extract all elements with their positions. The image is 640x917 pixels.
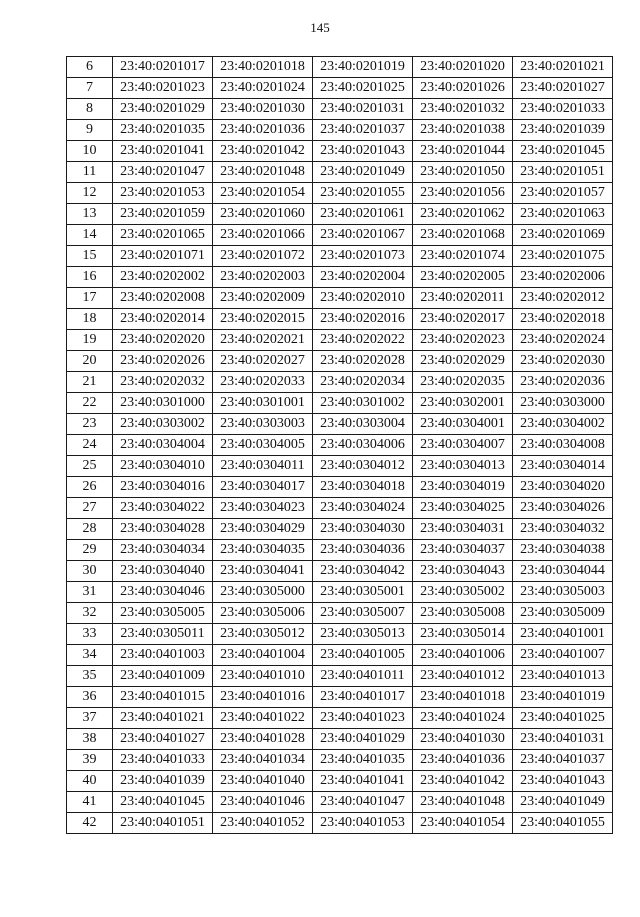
cadastral-number-cell: 23:40:0201075	[513, 246, 613, 267]
cadastral-number-cell: 23:40:0401055	[513, 813, 613, 834]
cadastral-number-cell: 23:40:0401052	[213, 813, 313, 834]
row-number-cell: 25	[67, 456, 113, 477]
cadastral-number-cell: 23:40:0304020	[513, 477, 613, 498]
cadastral-number-cell: 23:40:0305014	[413, 624, 513, 645]
table-row	[67, 645, 613, 666]
cadastral-number-cell: 23:40:0201047	[113, 162, 213, 183]
cadastral-number-cell: 23:40:0201038	[413, 120, 513, 141]
row-number-cell: 39	[67, 750, 113, 771]
cadastral-number-cell: 23:40:0304042	[313, 561, 413, 582]
cadastral-number-cell: 23:40:0304025	[413, 498, 513, 519]
cadastral-number-cell: 23:40:0401034	[213, 750, 313, 771]
table-row	[67, 141, 613, 162]
cadastral-number-cell: 23:40:0201055	[313, 183, 413, 204]
row-number-cell: 30	[67, 561, 113, 582]
cadastral-number-cell: 23:40:0304035	[213, 540, 313, 561]
cadastral-number-cell: 23:40:0401003	[113, 645, 213, 666]
cadastral-number-cell: 23:40:0305006	[213, 603, 313, 624]
table-row	[67, 99, 613, 120]
cadastral-number-cell: 23:40:0304023	[213, 498, 313, 519]
cadastral-number-cell: 23:40:0202021	[213, 330, 313, 351]
cadastral-number-cell: 23:40:0201063	[513, 204, 613, 225]
cadastral-number-cell: 23:40:0201035	[113, 120, 213, 141]
cadastral-number-cell: 23:40:0201027	[513, 78, 613, 99]
cadastral-number-cell: 23:40:0201049	[313, 162, 413, 183]
table-row	[67, 498, 613, 519]
cadastral-number-cell: 23:40:0304032	[513, 519, 613, 540]
cadastral-number-table	[66, 56, 613, 834]
table-row	[67, 225, 613, 246]
cadastral-number-cell: 23:40:0201020	[413, 57, 513, 78]
cadastral-number-cell: 23:40:0304005	[213, 435, 313, 456]
row-number-cell: 17	[67, 288, 113, 309]
table-row	[67, 624, 613, 645]
table-row	[67, 540, 613, 561]
cadastral-number-cell: 23:40:0202005	[413, 267, 513, 288]
cadastral-number-cell: 23:40:0201044	[413, 141, 513, 162]
row-number-cell: 19	[67, 330, 113, 351]
cadastral-number-cell: 23:40:0401048	[413, 792, 513, 813]
cadastral-number-cell: 23:40:0401025	[513, 708, 613, 729]
cadastral-number-cell: 23:40:0202003	[213, 267, 313, 288]
row-number-cell: 7	[67, 78, 113, 99]
row-number-cell: 14	[67, 225, 113, 246]
table-row	[67, 246, 613, 267]
cadastral-number-cell: 23:40:0401009	[113, 666, 213, 687]
cadastral-number-cell: 23:40:0401010	[213, 666, 313, 687]
cadastral-number-cell: 23:40:0201037	[313, 120, 413, 141]
cadastral-number-cell: 23:40:0401015	[113, 687, 213, 708]
cadastral-number-cell: 23:40:0304013	[413, 456, 513, 477]
cadastral-number-cell: 23:40:0304008	[513, 435, 613, 456]
cadastral-number-cell: 23:40:0304012	[313, 456, 413, 477]
table-row	[67, 750, 613, 771]
table-row	[67, 183, 613, 204]
cadastral-number-cell: 23:40:0202012	[513, 288, 613, 309]
cadastral-number-cell: 23:40:0202015	[213, 309, 313, 330]
cadastral-number-cell: 23:40:0401027	[113, 729, 213, 750]
cadastral-number-cell: 23:40:0201043	[313, 141, 413, 162]
cadastral-number-cell: 23:40:0201039	[513, 120, 613, 141]
cadastral-number-cell: 23:40:0201053	[113, 183, 213, 204]
cadastral-number-cell: 23:40:0304016	[113, 477, 213, 498]
cadastral-number-cell: 23:40:0401043	[513, 771, 613, 792]
row-number-cell: 21	[67, 372, 113, 393]
cadastral-number-cell: 23:40:0201042	[213, 141, 313, 162]
cadastral-number-cell: 23:40:0201023	[113, 78, 213, 99]
cadastral-number-cell: 23:40:0401001	[513, 624, 613, 645]
cadastral-number-cell: 23:40:0401019	[513, 687, 613, 708]
table-row	[67, 708, 613, 729]
cadastral-number-cell: 23:40:0201051	[513, 162, 613, 183]
cadastral-number-cell: 23:40:0401016	[213, 687, 313, 708]
cadastral-number-cell: 23:40:0401024	[413, 708, 513, 729]
row-number-cell: 8	[67, 99, 113, 120]
cadastral-number-cell: 23:40:0304006	[313, 435, 413, 456]
cadastral-number-cell: 23:40:0304030	[313, 519, 413, 540]
cadastral-number-cell: 23:40:0401035	[313, 750, 413, 771]
row-number-cell: 18	[67, 309, 113, 330]
row-number-cell: 15	[67, 246, 113, 267]
cadastral-number-cell: 23:40:0202004	[313, 267, 413, 288]
cadastral-number-cell: 23:40:0201056	[413, 183, 513, 204]
cadastral-table-container	[66, 56, 613, 834]
cadastral-number-cell: 23:40:0304001	[413, 414, 513, 435]
row-number-cell: 9	[67, 120, 113, 141]
row-number-cell: 29	[67, 540, 113, 561]
cadastral-number-cell: 23:40:0201066	[213, 225, 313, 246]
cadastral-number-cell: 23:40:0201060	[213, 204, 313, 225]
cadastral-number-cell: 23:40:0304014	[513, 456, 613, 477]
cadastral-number-cell: 23:40:0401047	[313, 792, 413, 813]
cadastral-number-cell: 23:40:0401036	[413, 750, 513, 771]
cadastral-number-cell: 23:40:0201067	[313, 225, 413, 246]
cadastral-number-cell: 23:40:0305013	[313, 624, 413, 645]
cadastral-number-cell: 23:40:0401045	[113, 792, 213, 813]
cadastral-number-cell: 23:40:0302001	[413, 393, 513, 414]
page-number: 145	[310, 20, 330, 35]
cadastral-number-cell: 23:40:0401021	[113, 708, 213, 729]
cadastral-number-cell: 23:40:0305005	[113, 603, 213, 624]
row-number-cell: 22	[67, 393, 113, 414]
cadastral-number-cell: 23:40:0202030	[513, 351, 613, 372]
cadastral-number-cell: 23:40:0401046	[213, 792, 313, 813]
cadastral-number-cell: 23:40:0202028	[313, 351, 413, 372]
cadastral-number-cell: 23:40:0305003	[513, 582, 613, 603]
cadastral-number-cell: 23:40:0304019	[413, 477, 513, 498]
table-body	[67, 57, 613, 834]
cadastral-number-cell: 23:40:0401013	[513, 666, 613, 687]
cadastral-number-cell: 23:40:0202027	[213, 351, 313, 372]
cadastral-number-cell: 23:40:0201045	[513, 141, 613, 162]
cadastral-number-cell: 23:40:0301001	[213, 393, 313, 414]
cadastral-number-cell: 23:40:0202036	[513, 372, 613, 393]
cadastral-number-cell: 23:40:0305008	[413, 603, 513, 624]
cadastral-number-cell: 23:40:0305002	[413, 582, 513, 603]
cadastral-number-cell: 23:40:0202032	[113, 372, 213, 393]
cadastral-number-cell: 23:40:0304043	[413, 561, 513, 582]
cadastral-number-cell: 23:40:0202010	[313, 288, 413, 309]
cadastral-number-cell: 23:40:0201074	[413, 246, 513, 267]
cadastral-number-cell: 23:40:0304026	[513, 498, 613, 519]
cadastral-number-cell: 23:40:0202022	[313, 330, 413, 351]
cadastral-number-cell: 23:40:0202029	[413, 351, 513, 372]
row-number-cell: 27	[67, 498, 113, 519]
cadastral-number-cell: 23:40:0201030	[213, 99, 313, 120]
table-row	[67, 603, 613, 624]
cadastral-number-cell: 23:40:0304011	[213, 456, 313, 477]
row-number-cell: 36	[67, 687, 113, 708]
table-row	[67, 309, 613, 330]
cadastral-number-cell: 23:40:0401051	[113, 813, 213, 834]
cadastral-number-cell: 23:40:0401054	[413, 813, 513, 834]
cadastral-number-cell: 23:40:0202017	[413, 309, 513, 330]
cadastral-number-cell: 23:40:0304036	[313, 540, 413, 561]
cadastral-number-cell: 23:40:0201054	[213, 183, 313, 204]
row-number-cell: 34	[67, 645, 113, 666]
table-row	[67, 582, 613, 603]
table-row	[67, 477, 613, 498]
cadastral-number-cell: 23:40:0201048	[213, 162, 313, 183]
row-number-cell: 33	[67, 624, 113, 645]
cadastral-number-cell: 23:40:0304037	[413, 540, 513, 561]
table-row	[67, 771, 613, 792]
cadastral-number-cell: 23:40:0201026	[413, 78, 513, 99]
cadastral-number-cell: 23:40:0401049	[513, 792, 613, 813]
row-number-cell: 6	[67, 57, 113, 78]
row-number-cell: 16	[67, 267, 113, 288]
row-number-cell: 35	[67, 666, 113, 687]
cadastral-number-cell: 23:40:0305009	[513, 603, 613, 624]
cadastral-number-cell: 23:40:0304018	[313, 477, 413, 498]
cadastral-number-cell: 23:40:0401041	[313, 771, 413, 792]
cadastral-number-cell: 23:40:0401033	[113, 750, 213, 771]
cadastral-number-cell: 23:40:0201029	[113, 99, 213, 120]
table-row	[67, 78, 613, 99]
table-row	[67, 162, 613, 183]
cadastral-number-cell: 23:40:0401017	[313, 687, 413, 708]
cadastral-number-cell: 23:40:0401040	[213, 771, 313, 792]
cadastral-number-cell: 23:40:0401006	[413, 645, 513, 666]
cadastral-number-cell: 23:40:0202009	[213, 288, 313, 309]
cadastral-number-cell: 23:40:0301002	[313, 393, 413, 414]
cadastral-number-cell: 23:40:0401029	[313, 729, 413, 750]
row-number-cell: 41	[67, 792, 113, 813]
cadastral-number-cell: 23:40:0201062	[413, 204, 513, 225]
cadastral-number-cell: 23:40:0202024	[513, 330, 613, 351]
cadastral-number-cell: 23:40:0401018	[413, 687, 513, 708]
table-row	[67, 351, 613, 372]
table-row	[67, 813, 613, 834]
cadastral-number-cell: 23:40:0201061	[313, 204, 413, 225]
cadastral-number-cell: 23:40:0304046	[113, 582, 213, 603]
row-number-cell: 11	[67, 162, 113, 183]
cadastral-number-cell: 23:40:0305001	[313, 582, 413, 603]
table-row	[67, 456, 613, 477]
cadastral-number-cell: 23:40:0305012	[213, 624, 313, 645]
cadastral-number-cell: 23:40:0401053	[313, 813, 413, 834]
cadastral-number-cell: 23:40:0401039	[113, 771, 213, 792]
table-row	[67, 267, 613, 288]
row-number-cell: 31	[67, 582, 113, 603]
cadastral-number-cell: 23:40:0202006	[513, 267, 613, 288]
row-number-cell: 12	[67, 183, 113, 204]
cadastral-number-cell: 23:40:0201073	[313, 246, 413, 267]
row-number-cell: 24	[67, 435, 113, 456]
cadastral-number-cell: 23:40:0202018	[513, 309, 613, 330]
table-row	[67, 393, 613, 414]
cadastral-number-cell: 23:40:0401007	[513, 645, 613, 666]
cadastral-number-cell: 23:40:0304022	[113, 498, 213, 519]
cadastral-number-cell: 23:40:0304024	[313, 498, 413, 519]
cadastral-number-cell: 23:40:0305011	[113, 624, 213, 645]
cadastral-number-cell: 23:40:0202008	[113, 288, 213, 309]
cadastral-number-cell: 23:40:0201068	[413, 225, 513, 246]
cadastral-number-cell: 23:40:0401012	[413, 666, 513, 687]
table-row	[67, 57, 613, 78]
cadastral-number-cell: 23:40:0201024	[213, 78, 313, 99]
cadastral-number-cell: 23:40:0202020	[113, 330, 213, 351]
cadastral-number-cell: 23:40:0304029	[213, 519, 313, 540]
cadastral-number-cell: 23:40:0305007	[313, 603, 413, 624]
cadastral-number-cell: 23:40:0303004	[313, 414, 413, 435]
cadastral-number-cell: 23:40:0305000	[213, 582, 313, 603]
cadastral-number-cell: 23:40:0202016	[313, 309, 413, 330]
cadastral-number-cell: 23:40:0201065	[113, 225, 213, 246]
table-row	[67, 561, 613, 582]
cadastral-number-cell: 23:40:0301000	[113, 393, 213, 414]
cadastral-number-cell: 23:40:0401011	[313, 666, 413, 687]
cadastral-number-cell: 23:40:0201071	[113, 246, 213, 267]
cadastral-number-cell: 23:40:0202023	[413, 330, 513, 351]
cadastral-number-cell: 23:40:0401037	[513, 750, 613, 771]
cadastral-number-cell: 23:40:0202033	[213, 372, 313, 393]
cadastral-number-cell: 23:40:0201018	[213, 57, 313, 78]
row-number-cell: 40	[67, 771, 113, 792]
cadastral-number-cell: 23:40:0303000	[513, 393, 613, 414]
cadastral-number-cell: 23:40:0202034	[313, 372, 413, 393]
cadastral-number-cell: 23:40:0201050	[413, 162, 513, 183]
table-row	[67, 792, 613, 813]
cadastral-number-cell: 23:40:0201033	[513, 99, 613, 120]
table-row	[67, 666, 613, 687]
cadastral-number-cell: 23:40:0303003	[213, 414, 313, 435]
row-number-cell: 32	[67, 603, 113, 624]
cadastral-number-cell: 23:40:0201059	[113, 204, 213, 225]
cadastral-number-cell: 23:40:0201041	[113, 141, 213, 162]
cadastral-number-cell: 23:40:0304040	[113, 561, 213, 582]
cadastral-number-cell: 23:40:0201057	[513, 183, 613, 204]
table-row	[67, 204, 613, 225]
table-row	[67, 519, 613, 540]
cadastral-number-cell: 23:40:0201032	[413, 99, 513, 120]
cadastral-number-cell: 23:40:0202035	[413, 372, 513, 393]
cadastral-number-cell: 23:40:0202011	[413, 288, 513, 309]
table-row	[67, 435, 613, 456]
row-number-cell: 20	[67, 351, 113, 372]
cadastral-number-cell: 23:40:0401022	[213, 708, 313, 729]
cadastral-number-cell: 23:40:0304017	[213, 477, 313, 498]
cadastral-number-cell: 23:40:0401005	[313, 645, 413, 666]
row-number-cell: 10	[67, 141, 113, 162]
row-number-cell: 28	[67, 519, 113, 540]
cadastral-number-cell: 23:40:0202026	[113, 351, 213, 372]
cadastral-number-cell: 23:40:0201036	[213, 120, 313, 141]
cadastral-number-cell: 23:40:0201069	[513, 225, 613, 246]
table-row	[67, 288, 613, 309]
table-row	[67, 414, 613, 435]
table-row	[67, 330, 613, 351]
cadastral-number-cell: 23:40:0202014	[113, 309, 213, 330]
cadastral-number-cell: 23:40:0304034	[113, 540, 213, 561]
row-number-cell: 13	[67, 204, 113, 225]
cadastral-number-cell: 23:40:0304041	[213, 561, 313, 582]
cadastral-number-cell: 23:40:0401004	[213, 645, 313, 666]
cadastral-number-cell: 23:40:0401023	[313, 708, 413, 729]
cadastral-number-cell: 23:40:0304028	[113, 519, 213, 540]
cadastral-number-cell: 23:40:0304031	[413, 519, 513, 540]
cadastral-number-cell: 23:40:0201025	[313, 78, 413, 99]
cadastral-number-cell: 23:40:0201017	[113, 57, 213, 78]
cadastral-number-cell: 23:40:0201072	[213, 246, 313, 267]
row-number-cell: 37	[67, 708, 113, 729]
cadastral-number-cell: 23:40:0401028	[213, 729, 313, 750]
cadastral-number-cell: 23:40:0201019	[313, 57, 413, 78]
cadastral-number-cell: 23:40:0201021	[513, 57, 613, 78]
row-number-cell: 26	[67, 477, 113, 498]
cadastral-number-cell: 23:40:0304038	[513, 540, 613, 561]
table-row	[67, 372, 613, 393]
cadastral-number-cell: 23:40:0304010	[113, 456, 213, 477]
cadastral-number-cell: 23:40:0304044	[513, 561, 613, 582]
table-row	[67, 687, 613, 708]
cadastral-number-cell: 23:40:0401042	[413, 771, 513, 792]
row-number-cell: 23	[67, 414, 113, 435]
cadastral-number-cell: 23:40:0401030	[413, 729, 513, 750]
cadastral-number-cell: 23:40:0201031	[313, 99, 413, 120]
table-row	[67, 729, 613, 750]
cadastral-number-cell: 23:40:0202002	[113, 267, 213, 288]
cadastral-number-cell: 23:40:0304007	[413, 435, 513, 456]
table-row	[67, 120, 613, 141]
row-number-cell: 42	[67, 813, 113, 834]
cadastral-number-cell: 23:40:0304004	[113, 435, 213, 456]
cadastral-number-cell: 23:40:0304002	[513, 414, 613, 435]
cadastral-number-cell: 23:40:0401031	[513, 729, 613, 750]
row-number-cell: 38	[67, 729, 113, 750]
cadastral-number-cell: 23:40:0303002	[113, 414, 213, 435]
